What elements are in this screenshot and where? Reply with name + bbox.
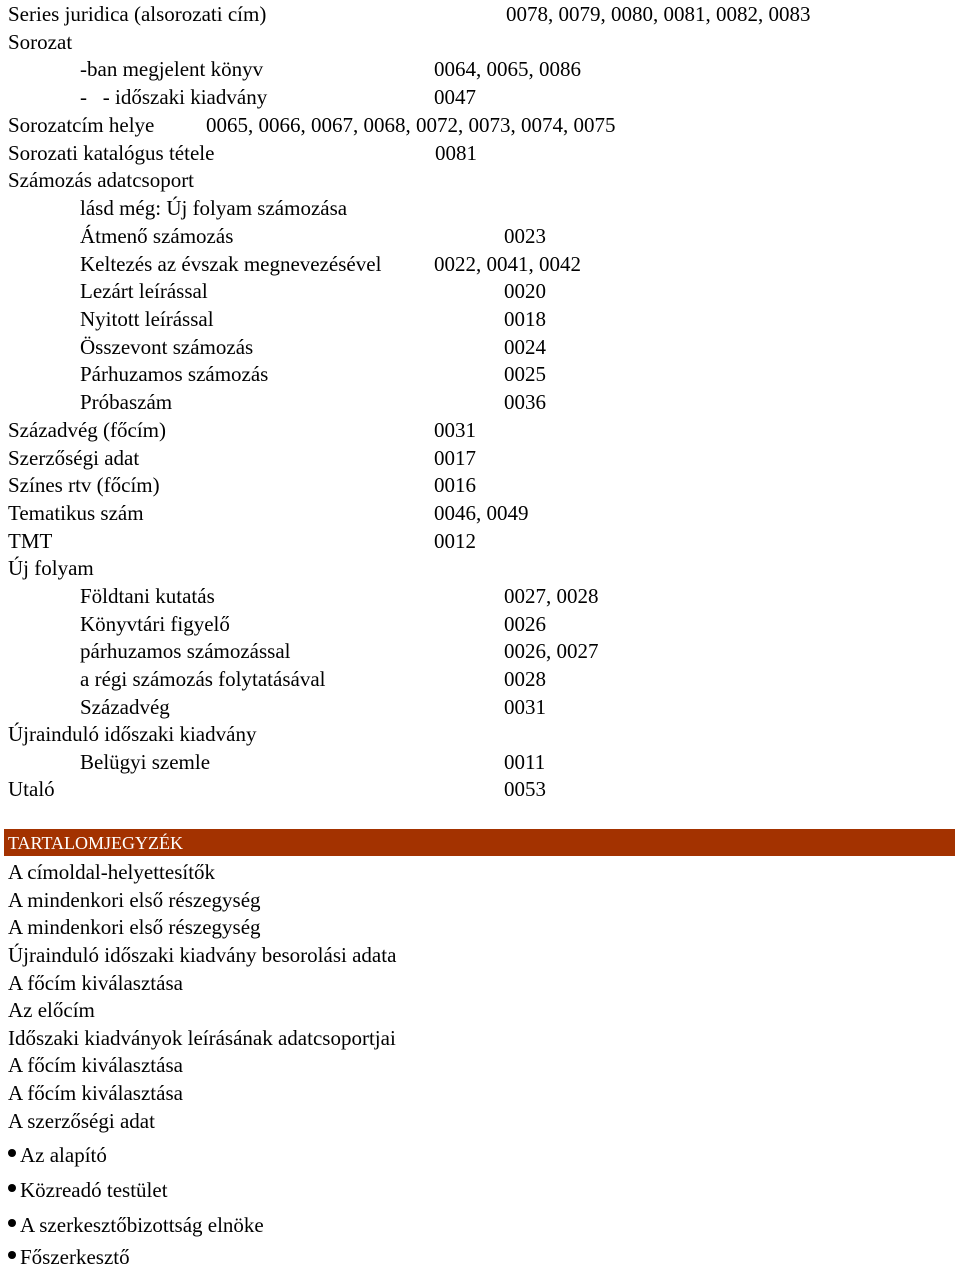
index-entry (8, 166, 948, 194)
index-page-numbers: 0047 (434, 85, 476, 109)
index-page-numbers: 0027, 0028 (504, 584, 599, 608)
index-entry (80, 83, 940, 111)
index-page-numbers: 0012 (434, 529, 476, 553)
index-term: Keltezés az évszak megnevezésével (80, 252, 382, 276)
toc-item[interactable]: Az előcím (8, 998, 95, 1022)
index-term: Próbaszám (80, 390, 173, 414)
index-term: Földtani kutatás (80, 584, 215, 608)
index-page-numbers: 0081 (435, 141, 477, 165)
index-entry (80, 55, 940, 83)
toc-bullet-label: Közreadó testület (20, 1178, 168, 1202)
index-entry (8, 444, 948, 472)
toc-bullet-item[interactable] (8, 1175, 168, 1205)
index-page-numbers: 0028 (504, 667, 546, 691)
index-entry (8, 720, 948, 748)
index-term: Századvég (főcím) (8, 418, 167, 442)
index-page-numbers: 0046, 0049 (434, 501, 529, 525)
index-term: Számozás adatcsoport (8, 168, 195, 192)
index-entry (8, 471, 948, 499)
toc-item[interactable]: A mindenkori első részegység (8, 888, 261, 912)
index-page-numbers: 0031 (434, 418, 476, 442)
index-page-numbers: 0022, 0041, 0042 (434, 252, 581, 276)
index-entry (8, 111, 948, 139)
index-page-numbers: 0023 (504, 224, 546, 248)
index-term: TMT (8, 529, 53, 553)
toc-header: TARTALOMJEGYZÉK (4, 829, 955, 856)
index-term: Újrainduló időszaki kiadvány (8, 722, 257, 746)
index-page-numbers: 0026, 0027 (504, 639, 599, 663)
toc-bullet-item[interactable] (8, 1140, 107, 1170)
toc-item[interactable]: Újrainduló időszaki kiadvány besorolási adata (8, 943, 397, 967)
index-page-numbers: 0024 (504, 335, 546, 359)
index-page-numbers: 0026 (504, 612, 546, 636)
index-term: Utaló (8, 777, 55, 801)
index-term: Sorozati katalógus tétele (8, 141, 215, 165)
index-term: Párhuzamos számozás (80, 362, 269, 386)
toc-item[interactable]: A címoldal-helyettesítők (8, 860, 216, 884)
index-term: - - időszaki kiadvány (80, 85, 268, 109)
index-page-numbers: 0078, 0079, 0080, 0081, 0082, 0083 (506, 2, 811, 26)
index-entry (80, 610, 940, 638)
index-term: Tematikus szám (8, 501, 144, 525)
toc-item[interactable]: A főcím kiválasztása (8, 1081, 183, 1105)
bullet-icon (8, 1219, 16, 1227)
index-page-numbers: 0016 (434, 473, 476, 497)
toc-bullet-item[interactable] (8, 1210, 264, 1240)
index-page-numbers: 0031 (504, 695, 546, 719)
bullet-icon (8, 1149, 16, 1157)
toc-bullet-label: A szerkesztőbizottság elnöke (20, 1213, 264, 1237)
index-entry (8, 775, 948, 803)
bullet-icon (8, 1251, 16, 1259)
index-term: Sorozatcím helye (8, 113, 155, 137)
index-entry (8, 527, 948, 555)
index-entry (8, 0, 948, 28)
index-term: Sorozat (8, 30, 73, 54)
index-page-numbers: 0020 (504, 279, 546, 303)
index-term: Színes rtv (főcím) (8, 473, 160, 497)
index-term: Series juridica (alsorozati cím) (8, 2, 267, 26)
toc-item[interactable]: A mindenkori első részegység (8, 915, 261, 939)
toc-bullet-label: Az alapító (20, 1143, 107, 1167)
index-entry (80, 637, 940, 665)
index-term: Nyitott leírással (80, 307, 214, 331)
index-entry (8, 139, 948, 167)
index-term: Lezárt leírással (80, 279, 208, 303)
toc-item[interactable]: A szerzőségi adat (8, 1109, 155, 1133)
index-term: párhuzamos számozással (80, 639, 291, 663)
index-term: Új folyam (8, 556, 94, 580)
index-entry (8, 499, 948, 527)
index-entry (80, 250, 940, 278)
index-term: lásd még: Új folyam számozása (80, 196, 348, 220)
index-entry (80, 582, 940, 610)
toc-bullet-label: Főszerkesztő (20, 1245, 130, 1269)
index-page-numbers: 0011 (504, 750, 546, 774)
index-page-numbers: 0025 (504, 362, 546, 386)
index-page-numbers: 0064, 0065, 0086 (434, 57, 581, 81)
bullet-icon (8, 1184, 16, 1192)
index-term: Szerzőségi adat (8, 446, 140, 470)
index-entry (80, 194, 940, 222)
index-entry (80, 333, 940, 361)
index-term: -ban megjelent könyv (80, 57, 264, 81)
toc-item[interactable]: Időszaki kiadványok leírásának adatcsoportjai (8, 1026, 396, 1050)
index-term: a régi számozás folytatásával (80, 667, 326, 691)
index-term: Századvég (80, 695, 170, 719)
index-entry (80, 222, 940, 250)
index-entry (80, 748, 940, 776)
toc-item[interactable]: A főcím kiválasztása (8, 1053, 183, 1077)
index-page-numbers: 0036 (504, 390, 546, 414)
index-entry (80, 360, 940, 388)
index-term: Könyvtári figyelő (80, 612, 230, 636)
toc-bullet-item[interactable] (8, 1242, 130, 1272)
index-page-numbers: 0018 (504, 307, 546, 331)
index-entry (8, 28, 948, 56)
index-page-numbers: 0065, 0066, 0067, 0068, 0072, 0073, 0074, 0075 (206, 113, 616, 137)
index-page-numbers: 0017 (434, 446, 476, 470)
index-entry (80, 665, 940, 693)
index-term: Átmenő számozás (80, 224, 234, 248)
index-term: Belügyi szemle (80, 750, 211, 774)
index-entry (80, 277, 940, 305)
index-entry (80, 693, 940, 721)
index-term: Összevont számozás (80, 335, 254, 359)
index-entry (80, 305, 940, 333)
toc-item[interactable]: A főcím kiválasztása (8, 971, 183, 995)
index-page-numbers: 0053 (504, 777, 546, 801)
index-entry (8, 554, 948, 582)
index-entry (8, 416, 948, 444)
index-entry (80, 388, 940, 416)
